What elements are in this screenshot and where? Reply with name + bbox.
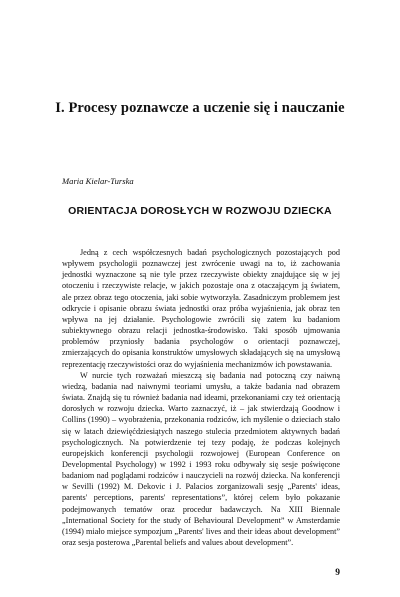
page-number: 9 [335,568,340,578]
section-title: I. Procesy poznawcze a uczenie się i nauczanie [55,100,345,116]
article-body [62,247,340,548]
paragraph: Jedną z cech współczesnych badań psychologicznych pozostających pod wpływem psychologii poznawczej jest zwrócenie uwagi na to, iż zachowania jednostki wyznaczone są nie tyle przez rzeczywiste obiekty znajdujące się w jej otoczeniu i rzeczywiste relacje, w jakich pozostaje ona z otaczającym ją światem, ale przez obraz tego otoczenia, jaki sobie wytworzyła. Zasadniczym problemem jest odkrycie i opisanie obrazu świata jednostki oraz próba wyjaśnienia, jak obraz ten wpływa na jej działanie. Psychologowie zwrócili się zatem ku badaniom subiektywnego obrazu relacji jednostka-środowisko. Taki sposób ujmowania problemów przyniosły badania psychologów o orientacji poznawczej, zmierzających do opisania konstruktów umysłowych składających się na umysłową reprezentację rzeczywistości oraz do wyjaśnienia mechanizmów ich powstawania. [62,248,340,369]
paragraph: W nurcie tych rozważań mieszczą się badania nad potoczną czy naiwną wiedzą, badania nad naiwnymi teoriami umysłu, a także badania nad obrazem świata. Znajdą się tu również badania nad ideami, przekonaniami czy też orientacją dorosłych w rozwoju dziecka. Warto zaznaczyć, iż – jak stwierdzają Goodnow i Collins (1990) – wyobrażenia, przekonania rodziców, ich myślenie o dzieciach stało się w latach dziewięćdziesiątych naszego stulecia przedmiotem aktywnych badań psychologicznych. Na potwierdzenie tej tezy podaję, że podczas kolejnych europejskich konferencji psychologii rozwojowej (European Conference on Developmental Psychology) w 1992 i 1993 roku odbywały się sesje poświęcone badaniom nad poglądami rodziców i nauczycieli na rozwój dziecka. Na konferencji w Sevilli (1992) M. Dekovic i J. Palacios zorganizowali sesję „Parents' ideas, parents' perceptions, parents' representations”, której celem było pokazanie podejmowanych tematów oraz procedur badawczych. Na XIII Biennale „International Society for the study of Behavioural Development” w Amsterdamie (1994) miało miejsce sympozjum „Parents' lives and their ideas about development” oraz sesja posterowa „Parental beliefs and values about development”. [62,370,340,548]
article-title: ORIENTACJA DOROSŁYCH W ROZWOJU DZIECKA [68,205,332,217]
author-name: Maria Kielar-Turska [62,176,134,186]
